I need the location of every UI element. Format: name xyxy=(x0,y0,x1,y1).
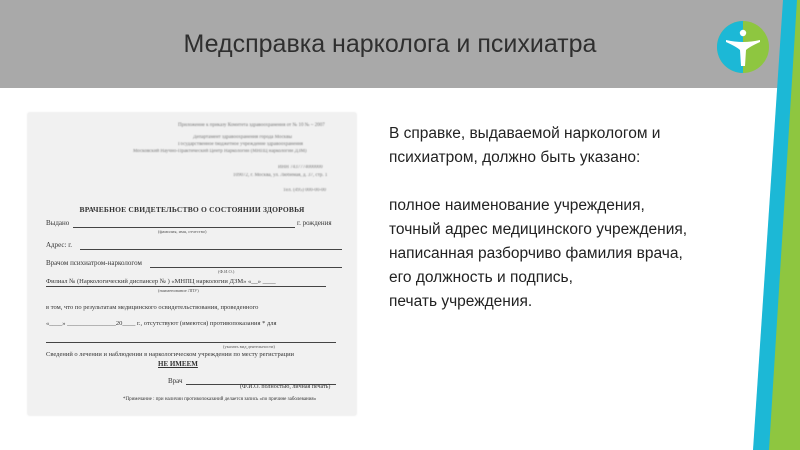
doc-doctor-label: Врачом психиатром-наркологом xyxy=(46,259,142,267)
text-line-1: В справке, выдаваемой наркологом и xyxy=(389,125,661,142)
doc-header-line-3: Государственное бюджетное учреждение здравоохранения xyxy=(178,142,303,147)
doc-doctor-hint: (Ф.И.О.) xyxy=(218,269,235,274)
health-certificate-image xyxy=(28,113,356,415)
doc-branch-line: Филиал № (Наркологический диспансер № ) «МНПЦ наркологии ДЗМ» «__» ____ xyxy=(46,278,276,285)
doc-registry-line: Сведений о лечении и наблюдении в наркологическом учреждении по месту регистрации xyxy=(46,351,295,358)
doc-none-label: НЕ ИМЕЕМ xyxy=(158,360,198,368)
doc-header-line-5: ИНН 7437774000000 xyxy=(278,165,323,170)
doc-header-line-2: Департамент здравоохранения города Москвы xyxy=(193,135,292,140)
text-line-7: его должность и подпись, xyxy=(389,269,573,286)
text-line-2: психиатром, должно быть указано: xyxy=(389,149,641,166)
doc-header-line-6: 109072, г. Москва, ул. Любимая, д. 37, стр. 1 xyxy=(233,173,328,178)
doc-header-line-7: Тел. (495) 000-00-00 xyxy=(283,188,326,193)
doc-footnote: *Примечание : при наличии противопоказаний делается запись «по причине заболевания» xyxy=(123,397,317,402)
doc-issued-label: Выдано xyxy=(46,219,70,227)
doc-birth-label: г. рождения xyxy=(297,219,332,227)
doc-name-hint: (фамилия, имя, отчество) xyxy=(158,229,207,234)
slide-title: Медсправка нарколога и психиатра xyxy=(183,30,597,58)
medical-logo-icon xyxy=(716,20,770,74)
text-line-6: написанная разборчиво фамилия врача, xyxy=(389,245,683,262)
requirements-text xyxy=(389,122,729,314)
text-line-3 xyxy=(389,170,729,194)
doc-header-line-4: Московский Научно-Практический Центр Наркологии (МНПЦ наркологии ДЗМ) xyxy=(133,149,307,154)
doc-address-label: Адрес: г. xyxy=(46,241,73,249)
doc-result-line: в том, что по результатам медицинского освидетельствования, проведенного xyxy=(46,304,259,311)
doc-heading: ВРАЧЕБНОЕ СВИДЕТЕЛЬСТВО О СОСТОЯНИИ ЗДОРОВЬЯ xyxy=(79,205,305,214)
doc-branch-hint: (наименование ЛПУ) xyxy=(158,288,199,293)
doc-date-line: «____» _______________20____ г., отсутствуют (имеются) противопоказания * для xyxy=(46,320,277,327)
doc-doctor-sign-label: Врач xyxy=(168,377,183,385)
doc-signature-hint: (Ф.И.О. полностью, личная печать) xyxy=(240,384,331,390)
text-line-8: печать учреждения. xyxy=(389,293,533,310)
text-line-4: полное наименование учреждения, xyxy=(389,197,645,214)
text-line-5: точный адрес медицинского учреждения, xyxy=(389,221,688,238)
doc-activity-hint: (указать вид деятельности) xyxy=(223,344,275,349)
doc-header-line-1: Приложение к приказу Комитета здравоохранения от № 10 № ~ 2007 xyxy=(178,123,325,128)
